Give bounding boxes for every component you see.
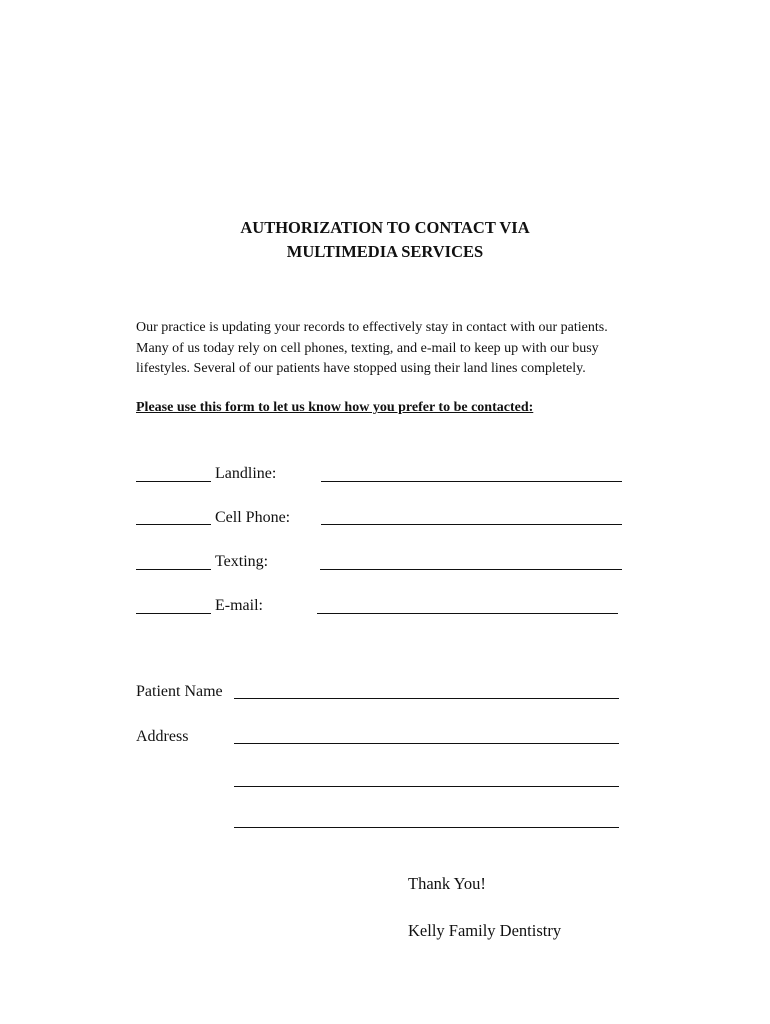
cell-phone-label: Cell Phone: xyxy=(215,509,291,526)
address-label: Address xyxy=(136,728,189,745)
address-field-line-3[interactable] xyxy=(234,827,619,828)
landline-checkbox-blank[interactable] xyxy=(136,481,211,482)
texting-checkbox-blank[interactable] xyxy=(136,569,211,570)
intro-text-line-3: lifestyles. Several of our patients have stopped using their land lines completely. xyxy=(136,361,586,376)
document-title-line-2: MULTIMEDIA SERVICES xyxy=(286,242,484,261)
intro-text-line-1: Our practice is updating your records to effectively stay in contact with our patients. xyxy=(136,320,608,335)
patient-name-label: Patient Name xyxy=(136,683,223,700)
landline-number-field[interactable] xyxy=(321,481,622,482)
document-title-line-1: AUTHORIZATION TO CONTACT VIA xyxy=(240,218,530,237)
email-label: E-mail: xyxy=(215,597,263,614)
address-field-line-1[interactable] xyxy=(234,743,619,744)
cell-phone-checkbox-blank[interactable] xyxy=(136,524,211,525)
closing-thanks: Thank You! xyxy=(408,874,486,893)
cell-phone-number-field[interactable] xyxy=(321,524,622,525)
patient-name-field[interactable] xyxy=(234,698,619,699)
texting-label: Texting: xyxy=(215,553,269,570)
closing-signature: Kelly Family Dentistry xyxy=(408,921,562,940)
instruction-text: Please use this form to let us know how you prefer to be contacted: xyxy=(136,400,534,415)
email-address-field[interactable] xyxy=(317,613,618,614)
address-field-line-2[interactable] xyxy=(234,786,619,787)
texting-number-field[interactable] xyxy=(320,569,622,570)
intro-text-line-2: Many of us today rely on cell phones, texting, and e-mail to keep up with our busy xyxy=(136,340,599,356)
email-checkbox-blank[interactable] xyxy=(136,613,211,614)
landline-label: Landline: xyxy=(215,465,277,482)
